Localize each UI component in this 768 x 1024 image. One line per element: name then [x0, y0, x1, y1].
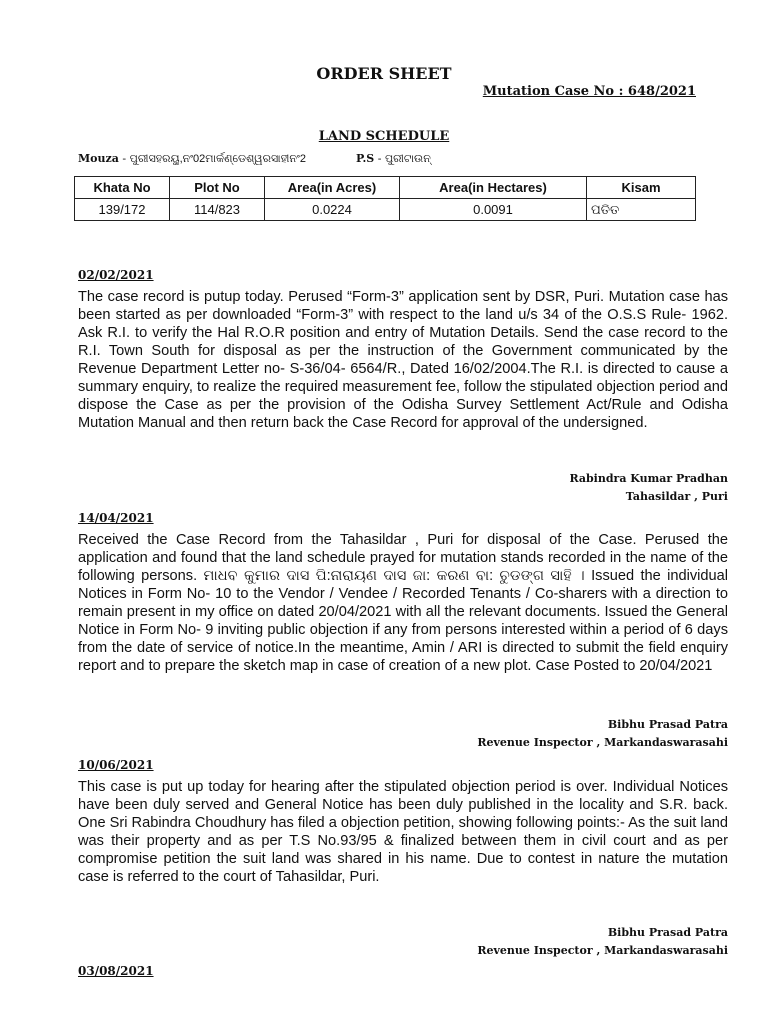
signature-block [477, 716, 728, 752]
mouza-value: ପୁରୀସହରୟୁ,ନଂ02ମାର୍କଣ୍ଡେଶ୍ୱରସାହୀନଂ2 [129, 153, 306, 165]
column-header: Area(in Acres) [265, 177, 400, 199]
entry-date: 14/04/2021 [78, 511, 154, 525]
signer-title: Tahasildar , Puri [625, 490, 728, 503]
ps-label: P.S [356, 152, 375, 165]
signer-title: Revenue Inspector , Markandaswarasahi [477, 736, 728, 749]
entry-date: 03/08/2021 [78, 964, 154, 978]
column-header: Plot No [170, 177, 265, 199]
entry-date: 02/02/2021 [78, 268, 154, 282]
table-cell: 0.0224 [265, 199, 400, 221]
entry-body: The case record is putup today. Perused “Form-3” application sent by DSR, Puri. Mutation case has been started as per downloaded “Form-3” with respect to the land u/s 34 of the O.S.S Rule- 1962. Ask R.I. to verify the Hal R.O.R position and entry of Mutation Details. Send the case record to the R.I. Town South for disposal as per the instruction of the Government communicated by the Revenue Department Letter no- S-36/04- 6564/R., Dated 16/02/2004.The R.I. is directed to cause a summary enquiry, to realize the required measurement fee, follow the stipulated objection period and dispose the Case as per the provision of the Odisha Survey Settlement Act/Rule and Odisha Mutation Manual and then return back the Case Record for approval of the undersigned. [78, 289, 728, 431]
table-cell: ପତିତ [587, 199, 696, 221]
table-cell: 0.0091 [400, 199, 587, 221]
column-header: Khata No [75, 177, 170, 199]
land-schedule-title: LAND SCHEDULE [318, 129, 450, 144]
signer-name: Bibhu Prasad Patra [607, 718, 728, 731]
table-header-row [75, 177, 696, 199]
column-header: Area(in Hectares) [400, 177, 587, 199]
signer-name: Bibhu Prasad Patra [607, 926, 728, 939]
mutation-case-number: Mutation Case No : 648/2021 [482, 84, 696, 99]
table-row [75, 199, 696, 221]
entry-body: This case is put up today for hearing after the stipulated objection period is over. Individual Notices have been duly served and General Notice has been duly published in the locality and S.R. back. One Sri Rabindra Choudhury has filed a objection petition, showing following points:- As the suit land was their property and as per T.S No.93/95 & finalized between them in civil court and as per compromise petition the suit land was shared in his name. Due to contest in nature the mutation case is referred to the court of Tahasildar, Puri. [78, 779, 728, 885]
signer-title: Revenue Inspector , Markandaswarasahi [477, 944, 728, 957]
page-title: ORDER SHEET [316, 64, 452, 83]
signature-block [477, 924, 728, 960]
mouza-label: Mouza [78, 152, 119, 165]
signature-block [569, 470, 728, 506]
ps-value: ପୁରୀଟାଉନ୍ [384, 153, 431, 165]
mouza-line: Mouza - ପୁରୀସହରୟୁ,ନଂ02ମାର୍କଣ୍ଡେଶ୍ୱରସାହୀନଂ2 [78, 152, 306, 165]
table-cell: 139/172 [75, 199, 170, 221]
entry-date: 10/06/2021 [78, 758, 154, 772]
signer-name: Rabindra Kumar Pradhan [569, 472, 728, 485]
table-cell: 114/823 [170, 199, 265, 221]
column-header: Kisam [587, 177, 696, 199]
land-schedule-table [74, 176, 696, 221]
police-station-line: P.S - ପୁରୀଟାଉନ୍ [356, 152, 431, 165]
entry-body: Received the Case Record from the Tahasildar , Puri for disposal of the Case. Perused the application and found that the land schedule prayed for mutation stands recorded in the name of the following persons. ମାଧବ କୁମାର ଦାସ ପି:ନାରାୟଣ ଦାସ ଜା: କରଣ ବା: ଚୁଡଙ୍ଗ ସାହି । Issued the individual Notices in Form No- 10 to the Vendor / Vendee / Recorded Tenants / Co-sharers with a direction to remain present in my office on dated 20/04/2021 with all the relevant documents. Issued the General Notice in Form No- 9 inviting public objection if any from persons interested within a period of 6 days from the date of service of notice.In the meantime, Amin / ARI is directed to submit the field enquiry report and to prepare the sketch map in case of creation of a new plot. Case Posted to 20/04/2021 [78, 532, 728, 674]
